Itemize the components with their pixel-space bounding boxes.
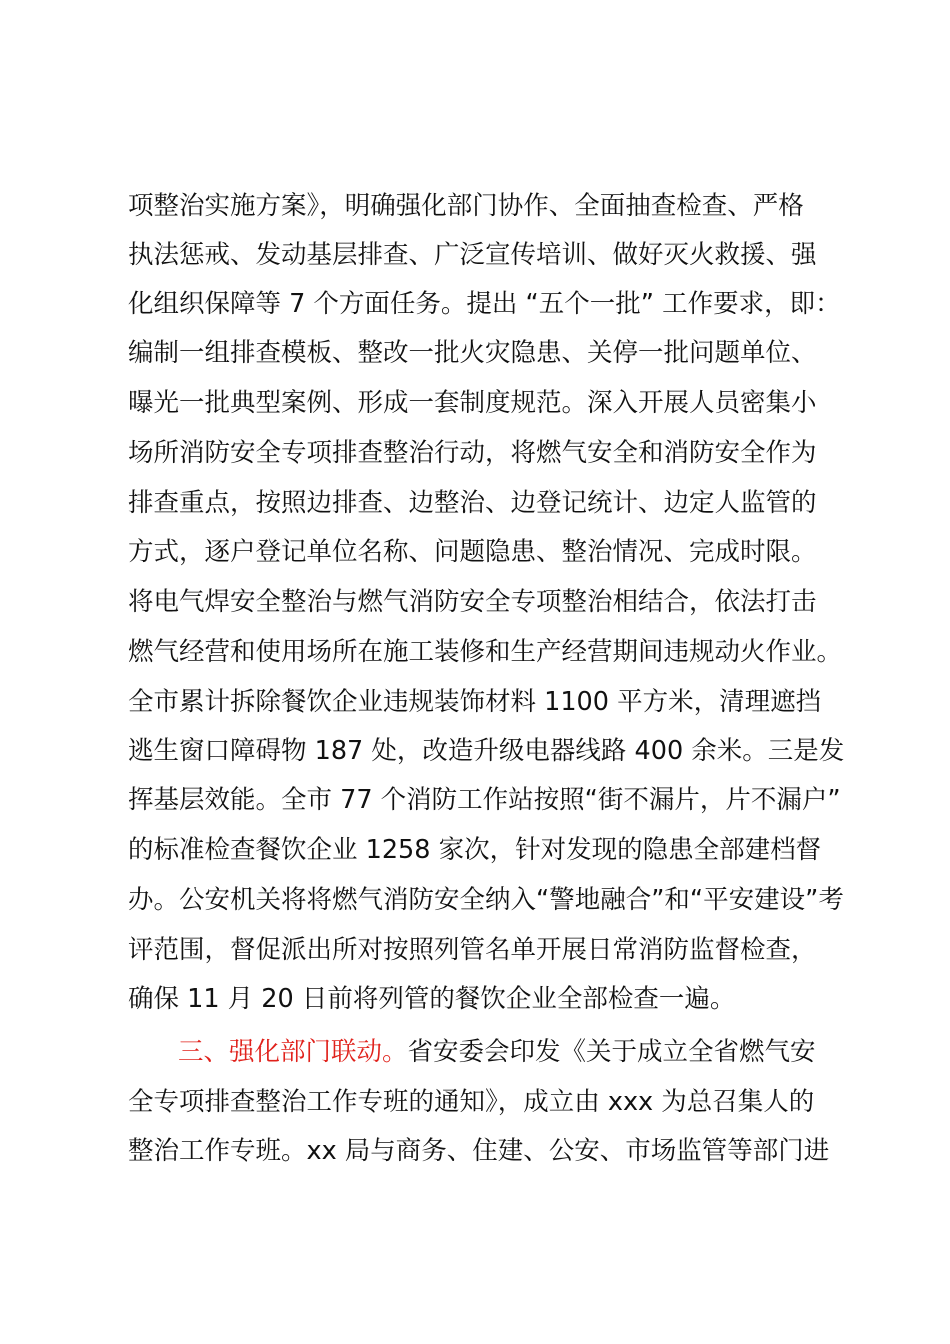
body-text-line: 项整治实施方案》，明确强化部门协作、全面抽查检查、严格 xyxy=(128,191,804,221)
body-text-line: 挥基层效能。全市 77 个消防工作站按照“街不漏片，片不漏户” xyxy=(128,785,841,815)
body-text-line: 办。公安机关将将燃气消防安全纳入“警地融合”和“平安建设”考 xyxy=(128,885,844,915)
body-text-line: 整治工作专班。xx 局与商务、住建、公安、市场监管等部门进 xyxy=(128,1136,830,1166)
body-text-line: 将电气焊安全整治与燃气消防安全专项整治相结合，依法打击 xyxy=(128,587,817,617)
body-text-line: 的标准检查餐饮企业 1258 家次，针对发现的隐患全部建档督 xyxy=(128,835,822,865)
body-text-line: 逃生窗口障碍物 187 处，改造升级电器线路 400 余米。三是发 xyxy=(128,736,845,766)
body-text-line: 曝光一批典型案例、形成一套制度规范。深入开展人员密集小 xyxy=(128,388,817,418)
body-text-line: 排查重点，按照边排查、边整治、边登记统计、边定人监管的 xyxy=(128,488,817,518)
body-text-line: 全市累计拆除餐饮企业违规装饰材料 1100 平方米，清理遮挡 xyxy=(128,687,822,717)
body-text-line: 确保 11 月 20 日前将列管的餐饮企业全部检查一遍。 xyxy=(128,984,736,1014)
body-text-line: 化组织保障等 7 个方面任务。提出 “五个一批” 工作要求，即： xyxy=(128,289,841,319)
body-text-line: 编制一组排查模板、整改一批火灾隐患、关停一批问题单位、 xyxy=(128,338,817,368)
body-text-line: 执法惩戒、发动基层排查、广泛宣传培训、做好灭火救援、强 xyxy=(128,240,817,270)
body-text-line: 燃气经营和使用场所在施工装修和生产经营期间违规动火作业。 xyxy=(128,637,843,667)
body-text-line: 方式，逐户登记单位名称、问题隐患、整治情况、完成时限。 xyxy=(128,537,817,567)
section-3-first-line xyxy=(178,1027,816,1077)
body-text-line: 场所消防安全专项排查整治行动，将燃气安全和消防安全作为 xyxy=(128,438,817,468)
section-3-heading: 三、强化部门联动。 xyxy=(178,1037,408,1067)
section-3-first-line-text: 省安委会印发《关于成立全省燃气安 xyxy=(407,1037,816,1067)
body-text-line: 全专项排查整治工作专班的通知》，成立由 xxx 为总召集人的 xyxy=(128,1087,815,1117)
body-text-line: 评范围，督促派出所对按照列管名单开展日常消防监督检查， xyxy=(128,935,817,965)
